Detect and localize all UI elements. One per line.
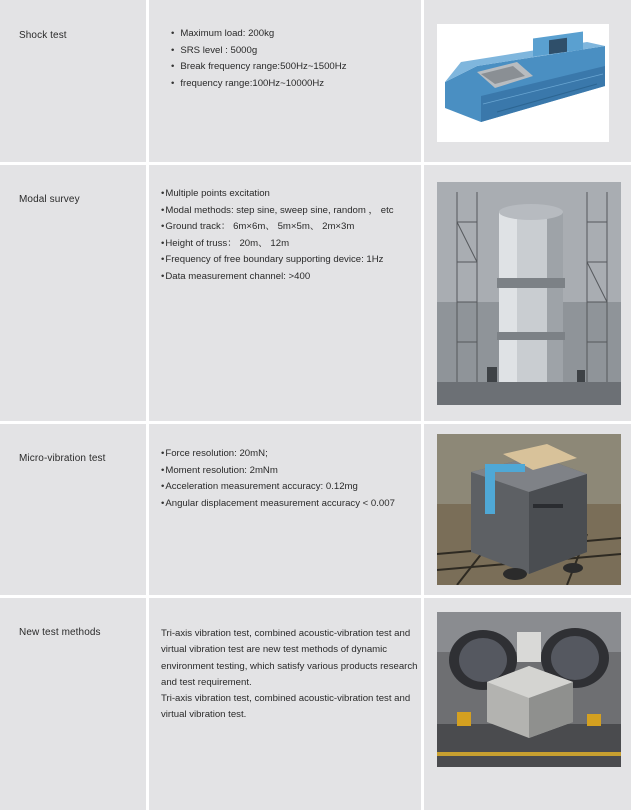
list-item: • Angular displacement measurement accuracy < 0.007 bbox=[161, 496, 395, 513]
list-item: • Moment resolution: 2mNm bbox=[161, 463, 395, 480]
row-label-cell bbox=[0, 0, 146, 162]
row-description-cell bbox=[149, 598, 421, 810]
list-item: • Frequency of free boundary supporting device: 1Hz bbox=[161, 252, 394, 269]
row-label-cell bbox=[0, 165, 146, 421]
bullet-list bbox=[161, 186, 394, 285]
tri-axis-shaker-photo bbox=[437, 612, 621, 767]
paragraph: Tri-axis vibration test, combined acoustic-vibration test and virtual vibration test are new test methods of dynamic environment testing, which satisfy various products research and test requirement. bbox=[161, 628, 418, 688]
row-label-cell bbox=[0, 598, 146, 810]
row-label: Micro-vibration test bbox=[19, 453, 106, 464]
row-image-cell bbox=[424, 165, 631, 421]
row-image-cell bbox=[424, 598, 631, 810]
row-label-cell bbox=[0, 424, 146, 595]
row-label: New test methods bbox=[19, 627, 101, 638]
list-item: • Multiple points excitation bbox=[161, 186, 394, 203]
row-description-cell bbox=[149, 424, 421, 595]
list-item: • Height of truss： 20m、 12m bbox=[161, 236, 394, 253]
row-label: Modal survey bbox=[19, 194, 80, 205]
row-image-cell bbox=[424, 0, 631, 162]
list-item: • SRS level : 5000g bbox=[171, 43, 347, 60]
paragraph: Tri-axis vibration test, combined acoustic-vibration test and virtual vibration test. bbox=[161, 693, 411, 721]
bullet-list bbox=[161, 446, 395, 512]
list-item: • Modal methods: step sine, sweep sine, random ， etc bbox=[161, 203, 394, 220]
micro-vibration-platform-photo bbox=[437, 434, 621, 585]
list-item: • Break frequency range:500Hz~1500Hz bbox=[171, 59, 347, 76]
list-item: • Data measurement channel: >400 bbox=[161, 269, 394, 286]
list-item: • Acceleration measurement accuracy: 0.12mg bbox=[161, 479, 395, 496]
list-item: • Ground track： 6m×6m、 5m×5m、 2m×3m bbox=[161, 219, 394, 236]
row-description-cell bbox=[149, 0, 421, 162]
row-image-cell bbox=[424, 424, 631, 595]
row-description-cell bbox=[149, 165, 421, 421]
row-label: Shock test bbox=[19, 30, 67, 41]
list-item: • Force resolution: 20mN; bbox=[161, 446, 395, 463]
modal-survey-spacecraft-photo bbox=[437, 182, 621, 405]
shock-test-machine-photo bbox=[437, 24, 609, 142]
description-text bbox=[161, 626, 421, 724]
bullet-list bbox=[171, 26, 347, 92]
list-item: • Maximum load: 200kg bbox=[171, 26, 347, 43]
list-item: • frequency range:100Hz~10000Hz bbox=[171, 76, 347, 93]
